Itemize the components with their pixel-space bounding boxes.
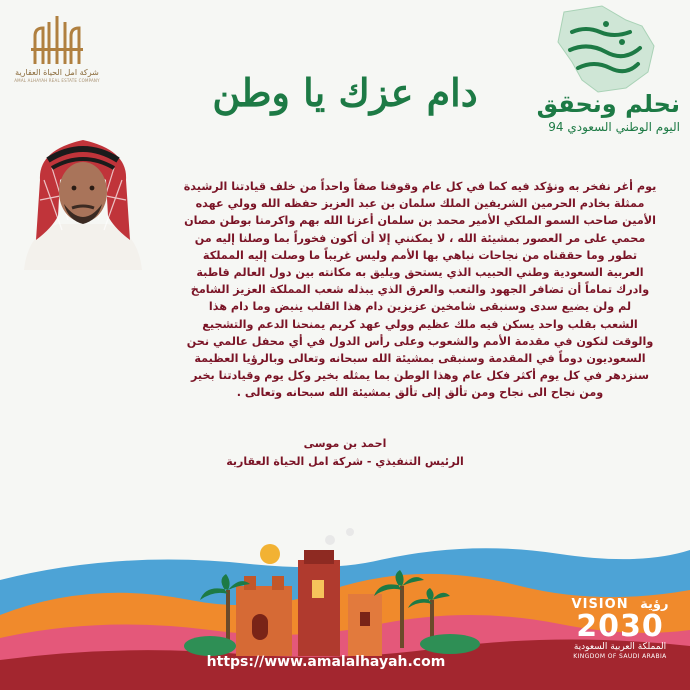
message-line: ممثلة بخادم الحرمين الشريفين الملك سلمان بن عبد العزيز حفظه الله وولي عهده: [195, 197, 645, 211]
message-line: يوم أغر نفخر به ونؤكد فيه كما في كل عام وقوفنا صفاً واحداً من خلف قيادتنا الرشيدة: [183, 180, 657, 193]
message-line: محمي على مر العصور بمشيئة الله ، لا يمكنني إلا أن أكون فخوراً بما وصلنا إليه من: [194, 231, 646, 245]
message-line: لم ولن يضيع سدى وسنبقى شامخين عزيزين دام هذا القلب ينبض وما دام هذا: [208, 300, 632, 314]
website-link[interactable]: https://www.amalalhayah.com: [206, 654, 446, 670]
message-body: [170, 178, 670, 402]
message-line: وادرك تماماً أن تضافر الجهود والتعب والعرق الذي يبذله شعب المملكة العزيز الشامخ: [190, 283, 650, 297]
signature-name: احمد بن موسى: [303, 437, 387, 450]
message-line: سنزدهر في كل يوم أكثر فكل عام وهذا الوطن بما يمثله بخير وكل يوم وقيادتنا بخير: [190, 369, 650, 383]
vision-label-en: VISION: [571, 597, 629, 612]
national-day-subtitle: اليوم الوطني السعودي 94: [548, 120, 680, 134]
message-line: الشعب بقلب واحد يسكن فيه ملك عظيم وولي عهد كريم يمنحنا الدعم والتشجيع: [202, 317, 638, 331]
signature: [190, 435, 500, 471]
company-name: شركة امل الحياة العقارية: [15, 68, 99, 77]
message-line: العربية السعودية وطني الحبيب الذي يستحق ويليق به مكانته بين دول العالم قاطبة: [196, 266, 644, 280]
signature-position: الرئيس التنفيذي - شركة امل الحياة العقارية: [226, 455, 464, 468]
portrait-photo: [18, 120, 148, 270]
national-day-slogan: نحلم ونحقق: [536, 90, 680, 118]
company-logo-icon: [29, 14, 85, 66]
page-title: دام عزك يا وطن: [212, 70, 478, 115]
message-line: والوقت لنكون في مقدمة الأمم والشعوب وعلى رأس الدول في أي محفل عالمي نحن: [186, 334, 654, 348]
vision-2030-logo: [560, 597, 680, 677]
company-logo: [12, 14, 102, 94]
national-day-logo: [530, 2, 686, 142]
message-line: السعوديون دوماً في المقدمة وسنبقى بمشيئة الله سبحانه وتعالى وبالرؤيا العظيمة: [194, 352, 646, 366]
vision-year: 2030: [576, 609, 664, 644]
vision-kingdom-ar: المملكة العربية السعودية: [573, 642, 667, 652]
saudi-map-icon: [542, 2, 662, 97]
vision-label-ar: رؤية: [640, 597, 669, 612]
message-line: تطور وما حققناه من نجاحات نباهي بها الأمم وليس غريباً ما وصلت إليه المملكة: [202, 248, 638, 262]
message-line: ومن نجاح الى نجاح ومن تألق إلى تألق بمشيئة الله سبحانه وتعالى .: [236, 386, 604, 400]
message-line: الأمين صاحب السمو الملكي الأمير محمد بن سلمان أعزنا الله بهم واكرمنا بوطن مصان: [184, 214, 656, 228]
company-subtitle: AMAL ALHAYAH REAL ESTATE COMPANY: [14, 78, 100, 83]
vision-kingdom-en: KINGDOM OF SAUDI ARABIA: [573, 653, 667, 660]
